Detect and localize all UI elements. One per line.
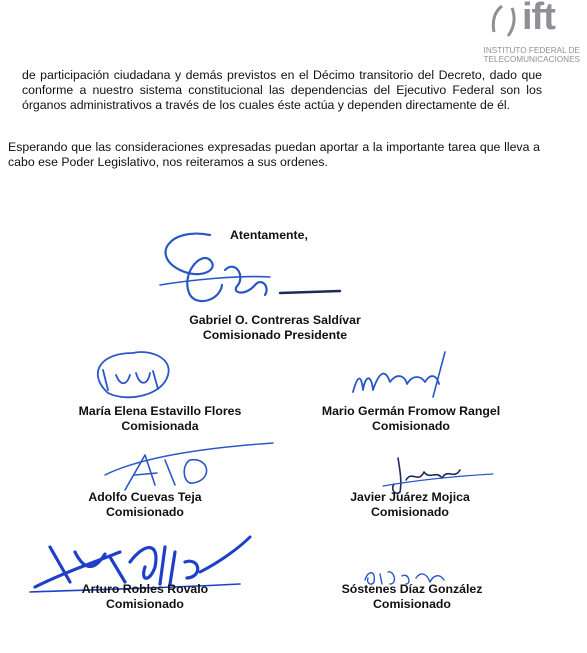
- signatory-title: Comisionado: [372, 419, 450, 433]
- signatory-title: Comisionado: [106, 505, 184, 519]
- logo-subtitle-line1: INSTITUTO FEDERAL DE: [483, 46, 580, 55]
- signatory-name: María Elena Estavillo Flores: [78, 404, 242, 418]
- logo-subtitle: [476, 46, 580, 64]
- signatory-title: Comisionada: [121, 419, 199, 433]
- logo-wordmark: ift: [522, 0, 555, 38]
- president-signature: [150, 215, 350, 310]
- signatory-5: [70, 582, 220, 612]
- signatory-3: [70, 490, 220, 520]
- signatory-president: [170, 313, 380, 343]
- signatory-4: [335, 490, 485, 520]
- signatory-1: [50, 404, 270, 434]
- signatory-name: Javier Juárez Mojica: [350, 490, 470, 504]
- signature-2: [345, 342, 465, 404]
- signatory-name: Mario Germán Fromow Rangel: [321, 404, 501, 418]
- signatory-title: Comisionado Presidente: [202, 328, 348, 342]
- signature-1: [88, 345, 178, 405]
- logo-subtitle-line2: TELECOMUNICACIONES: [483, 55, 580, 64]
- ift-logo-mark-icon: [484, 2, 524, 44]
- signatory-title: Comisionado: [106, 597, 184, 611]
- closing-text: Atentamente,: [230, 228, 308, 242]
- ift-logo: [470, 2, 582, 66]
- signatory-title: Comisionado: [373, 597, 451, 611]
- signatory-2: [306, 404, 516, 434]
- signatory-name: Sóstenes Díaz González: [341, 582, 483, 596]
- signatory-name: Adolfo Cuevas Teja: [88, 490, 202, 504]
- signatory-name: Arturo Robles Rovalo: [81, 582, 209, 596]
- signatory-name: Gabriel O. Contreras Saldívar: [189, 313, 361, 327]
- body-paragraph-2: Esperando que las consideraciones expresadas puedan aportar a la importante tarea que lleva a cabo ese Poder Legislativo, nos reiteramos a sus ordenes.: [8, 140, 540, 169]
- body-paragraph-1: de participación ciudadana y demás previstos en el Décimo transitorio del Decreto, dado que conforme a nuestro sistema constitucional las dependencias del Ejecutivo Federal son los órganos administrativos a través de los cuales éste actúa y dependen directamente de él.: [22, 68, 542, 112]
- signatory-title: Comisionado: [371, 505, 449, 519]
- signatory-6: [326, 582, 498, 612]
